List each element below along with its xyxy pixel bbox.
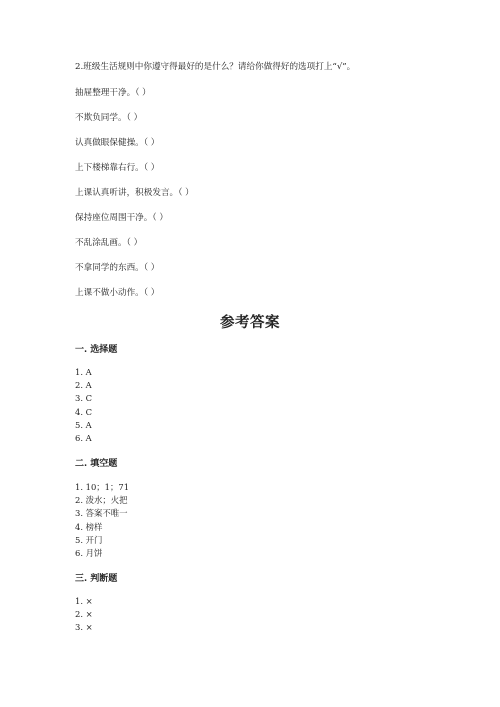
option-item: 保持座位周围干净。（ ）	[75, 213, 168, 223]
section-heading-choice: 一. 选择题	[75, 345, 118, 355]
option-item: 抽屉整理干净。（ ）	[75, 88, 151, 98]
option-item: 不乱涂乱画。（ ）	[75, 238, 143, 248]
answer-item: 2. 泼水；火把	[75, 495, 128, 506]
option-item: 上课不做小动作。（ ）	[75, 288, 160, 298]
answer-key-title: 参考答案	[220, 314, 280, 331]
section-heading-fill: 二. 填空题	[75, 459, 118, 469]
answer-item: 3. 答案不唯一	[75, 508, 128, 519]
question-title: 2.班级生活规则中你遵守得最好的是什么？请给你做得好的选项打上“√”。	[75, 62, 356, 72]
answer-item: 3. C	[75, 393, 93, 404]
answer-item: 1. 10；1；71	[75, 482, 130, 492]
option-item: 上课认真听讲，积极发言。（ ）	[75, 188, 194, 198]
answer-item: 2. ×	[75, 609, 93, 620]
option-item: 不欺负同学。（ ）	[75, 113, 143, 123]
answer-list-judge	[75, 595, 93, 635]
answer-item: 6. A	[75, 433, 92, 444]
option-item: 上下楼梯靠右行。（ ）	[75, 163, 160, 173]
answer-item: 2. A	[75, 380, 92, 391]
answer-item: 6. 月饼	[75, 548, 103, 559]
answer-list-fill	[75, 481, 129, 560]
answer-item: 5. A	[75, 419, 92, 430]
answer-list-choice	[75, 366, 92, 445]
answer-item: 4. 榜样	[75, 521, 103, 532]
answer-item: 1. ×	[75, 596, 93, 606]
answer-item: 3. ×	[75, 622, 93, 633]
answer-item: 4. C	[75, 406, 93, 417]
section-heading-judge: 三. 判断题	[75, 574, 118, 584]
answer-item: 5. 开门	[75, 534, 103, 545]
answer-item: 1. A	[75, 367, 92, 377]
option-item: 认真做眼保健操。（ ）	[75, 138, 160, 148]
option-item: 不拿同学的东西。（ ）	[75, 263, 160, 273]
